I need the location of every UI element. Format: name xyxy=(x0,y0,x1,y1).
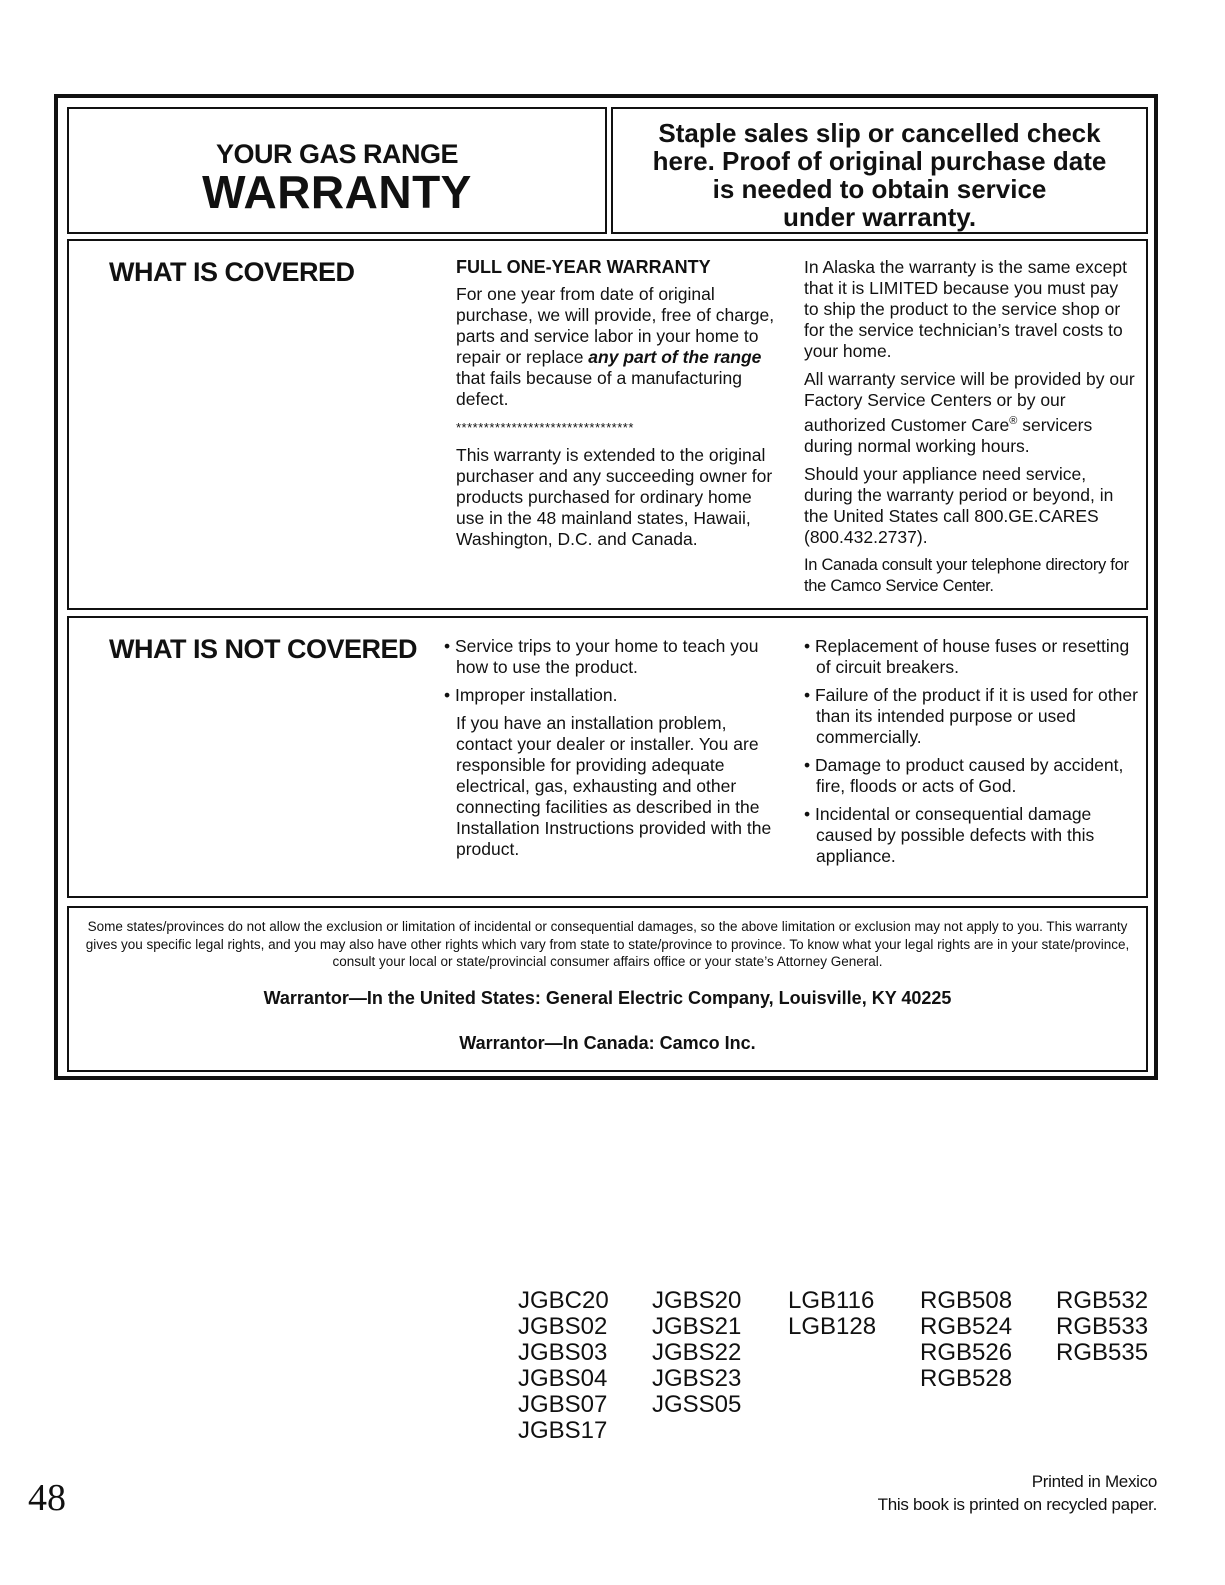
model-number: LGB128 xyxy=(788,1313,877,1340)
what-is-not-covered-section xyxy=(67,616,1148,898)
printed-in-mexico: Printed in Mexico xyxy=(1031,1472,1157,1491)
list-item: • Improper installation. xyxy=(444,685,618,705)
legal-notice-section xyxy=(67,906,1148,1072)
service-paragraph: All warranty service will be provided by our Factory Service Centers or by our authorized Customer Care® servicers during normal working hours. xyxy=(804,369,1135,456)
model-number: LGB116 xyxy=(788,1287,875,1314)
model-number: RGB533 xyxy=(1056,1313,1149,1340)
model-list-column xyxy=(788,1288,876,1340)
not-covered-column-2 xyxy=(804,636,1139,874)
model-number: JGBS02 xyxy=(518,1313,608,1340)
warrantor-us: Warrantor—In the United States: General Electric Company, Louisville, KY 40225 xyxy=(263,988,952,1008)
staple-line: here. Proof of original purchase date xyxy=(652,146,1107,176)
model-list-column xyxy=(1056,1288,1148,1366)
what-is-covered-section xyxy=(67,239,1148,610)
warrantor-canada: Warrantor—In Canada: Camco Inc. xyxy=(459,1033,756,1053)
model-number: JGBS04 xyxy=(518,1365,608,1392)
model-number: JGBS20 xyxy=(652,1287,742,1314)
staple-instructions xyxy=(613,119,1146,231)
warranty-title: WARRANTY xyxy=(202,166,472,218)
model-number: JGSS05 xyxy=(652,1391,742,1418)
model-number: JGBS17 xyxy=(518,1417,608,1444)
model-number: RGB524 xyxy=(920,1313,1013,1340)
covered-paragraph: This warranty is extended to the original purchaser and any succeeding owner for products purchased for ordinary home use in the 48 mainland states, Hawaii, Washington, D.C. and Canada. xyxy=(456,445,773,549)
model-number: JGBS21 xyxy=(652,1313,742,1340)
model-number: RGB532 xyxy=(1056,1287,1149,1314)
staple-line: is needed to obtain service xyxy=(712,174,1047,204)
alaska-paragraph: In Alaska the warranty is the same except that it is LIMITED because you must pay to ship the product to the service shop or for the service technician’s travel costs to your home. xyxy=(804,257,1127,361)
list-item: • Replacement of house fuses or resetting of circuit breakers. xyxy=(804,636,1130,677)
warranty-title-box xyxy=(67,107,607,234)
warranty-frame xyxy=(54,94,1158,1080)
page-number: 48 xyxy=(28,1477,66,1519)
model-number: JGBS07 xyxy=(518,1391,608,1418)
model-number: RGB508 xyxy=(920,1287,1013,1314)
print-notice xyxy=(878,1470,1157,1516)
model-number: JGBS03 xyxy=(518,1339,608,1366)
model-number: JGBC20 xyxy=(518,1287,609,1314)
model-number: RGB535 xyxy=(1056,1339,1149,1366)
recycled-paper-note: This book is printed on recycled paper. xyxy=(877,1495,1157,1514)
list-item: • Damage to product caused by accident, fire, floods or acts of God. xyxy=(804,755,1124,796)
model-number: JGBS23 xyxy=(652,1365,742,1392)
covered-column-1 xyxy=(456,257,776,557)
model-list-column xyxy=(920,1288,1012,1392)
model-number: RGB528 xyxy=(920,1365,1013,1392)
list-item: • Incidental or consequential damage caused by possible defects with this appliance. xyxy=(804,804,1095,866)
section-title: WHAT IS COVERED xyxy=(109,257,355,287)
staple-receipt-box xyxy=(611,107,1148,234)
model-list-column xyxy=(652,1288,741,1418)
call-paragraph: Should your appliance need service, during the warranty period or beyond, in the United States call 800.GE.CARES (800.432.2737). xyxy=(804,463,1114,547)
canada-paragraph: In Canada consult your telephone directory for the Camco Service Center. xyxy=(804,555,1129,595)
covered-column-2 xyxy=(804,257,1137,604)
model-number: JGBS22 xyxy=(652,1339,742,1366)
staple-line: Staple sales slip or cancelled check xyxy=(658,118,1101,148)
model-list-column xyxy=(518,1288,609,1444)
not-covered-column-1 xyxy=(444,636,774,867)
covered-paragraph: For one year from date of original purchase, we will provide, free of charge, parts and service labor in your home to repair or replace any part of the range that fails because of a manufacturing defect. xyxy=(456,284,775,409)
warranty-subtitle: YOUR GAS RANGE xyxy=(215,139,459,169)
installation-paragraph: If you have an installation problem, contact your dealer or installer. You are responsible for providing adequate electrical, gas, exhausting and other connecting facilities as described in the Installation Instructions provided with the product. xyxy=(456,713,772,859)
staple-line: under warranty. xyxy=(782,202,977,232)
list-item: • Service trips to your home to teach you how to use the product. xyxy=(444,636,759,677)
list-item: • Failure of the product if it is used for other than its intended purpose or used commercially. xyxy=(804,685,1138,747)
divider-stars: ******************************** xyxy=(456,420,634,435)
legal-disclaimer: Some states/provinces do not allow the exclusion or limitation of incidental or consequential damages, so the above limitation or exclusion may not apply to you. This warranty gives you specific legal rights, and you may also have other rights which vary from state to state/province to province. To know what your legal rights are in your state/province, consult your local or state/provincial consumer affairs office or your state’s Attorney General. xyxy=(85,919,1130,969)
model-number: RGB526 xyxy=(920,1339,1013,1366)
full-warranty-heading: FULL ONE-YEAR WARRANTY xyxy=(456,257,711,277)
section-title: WHAT IS NOT COVERED xyxy=(109,634,418,664)
